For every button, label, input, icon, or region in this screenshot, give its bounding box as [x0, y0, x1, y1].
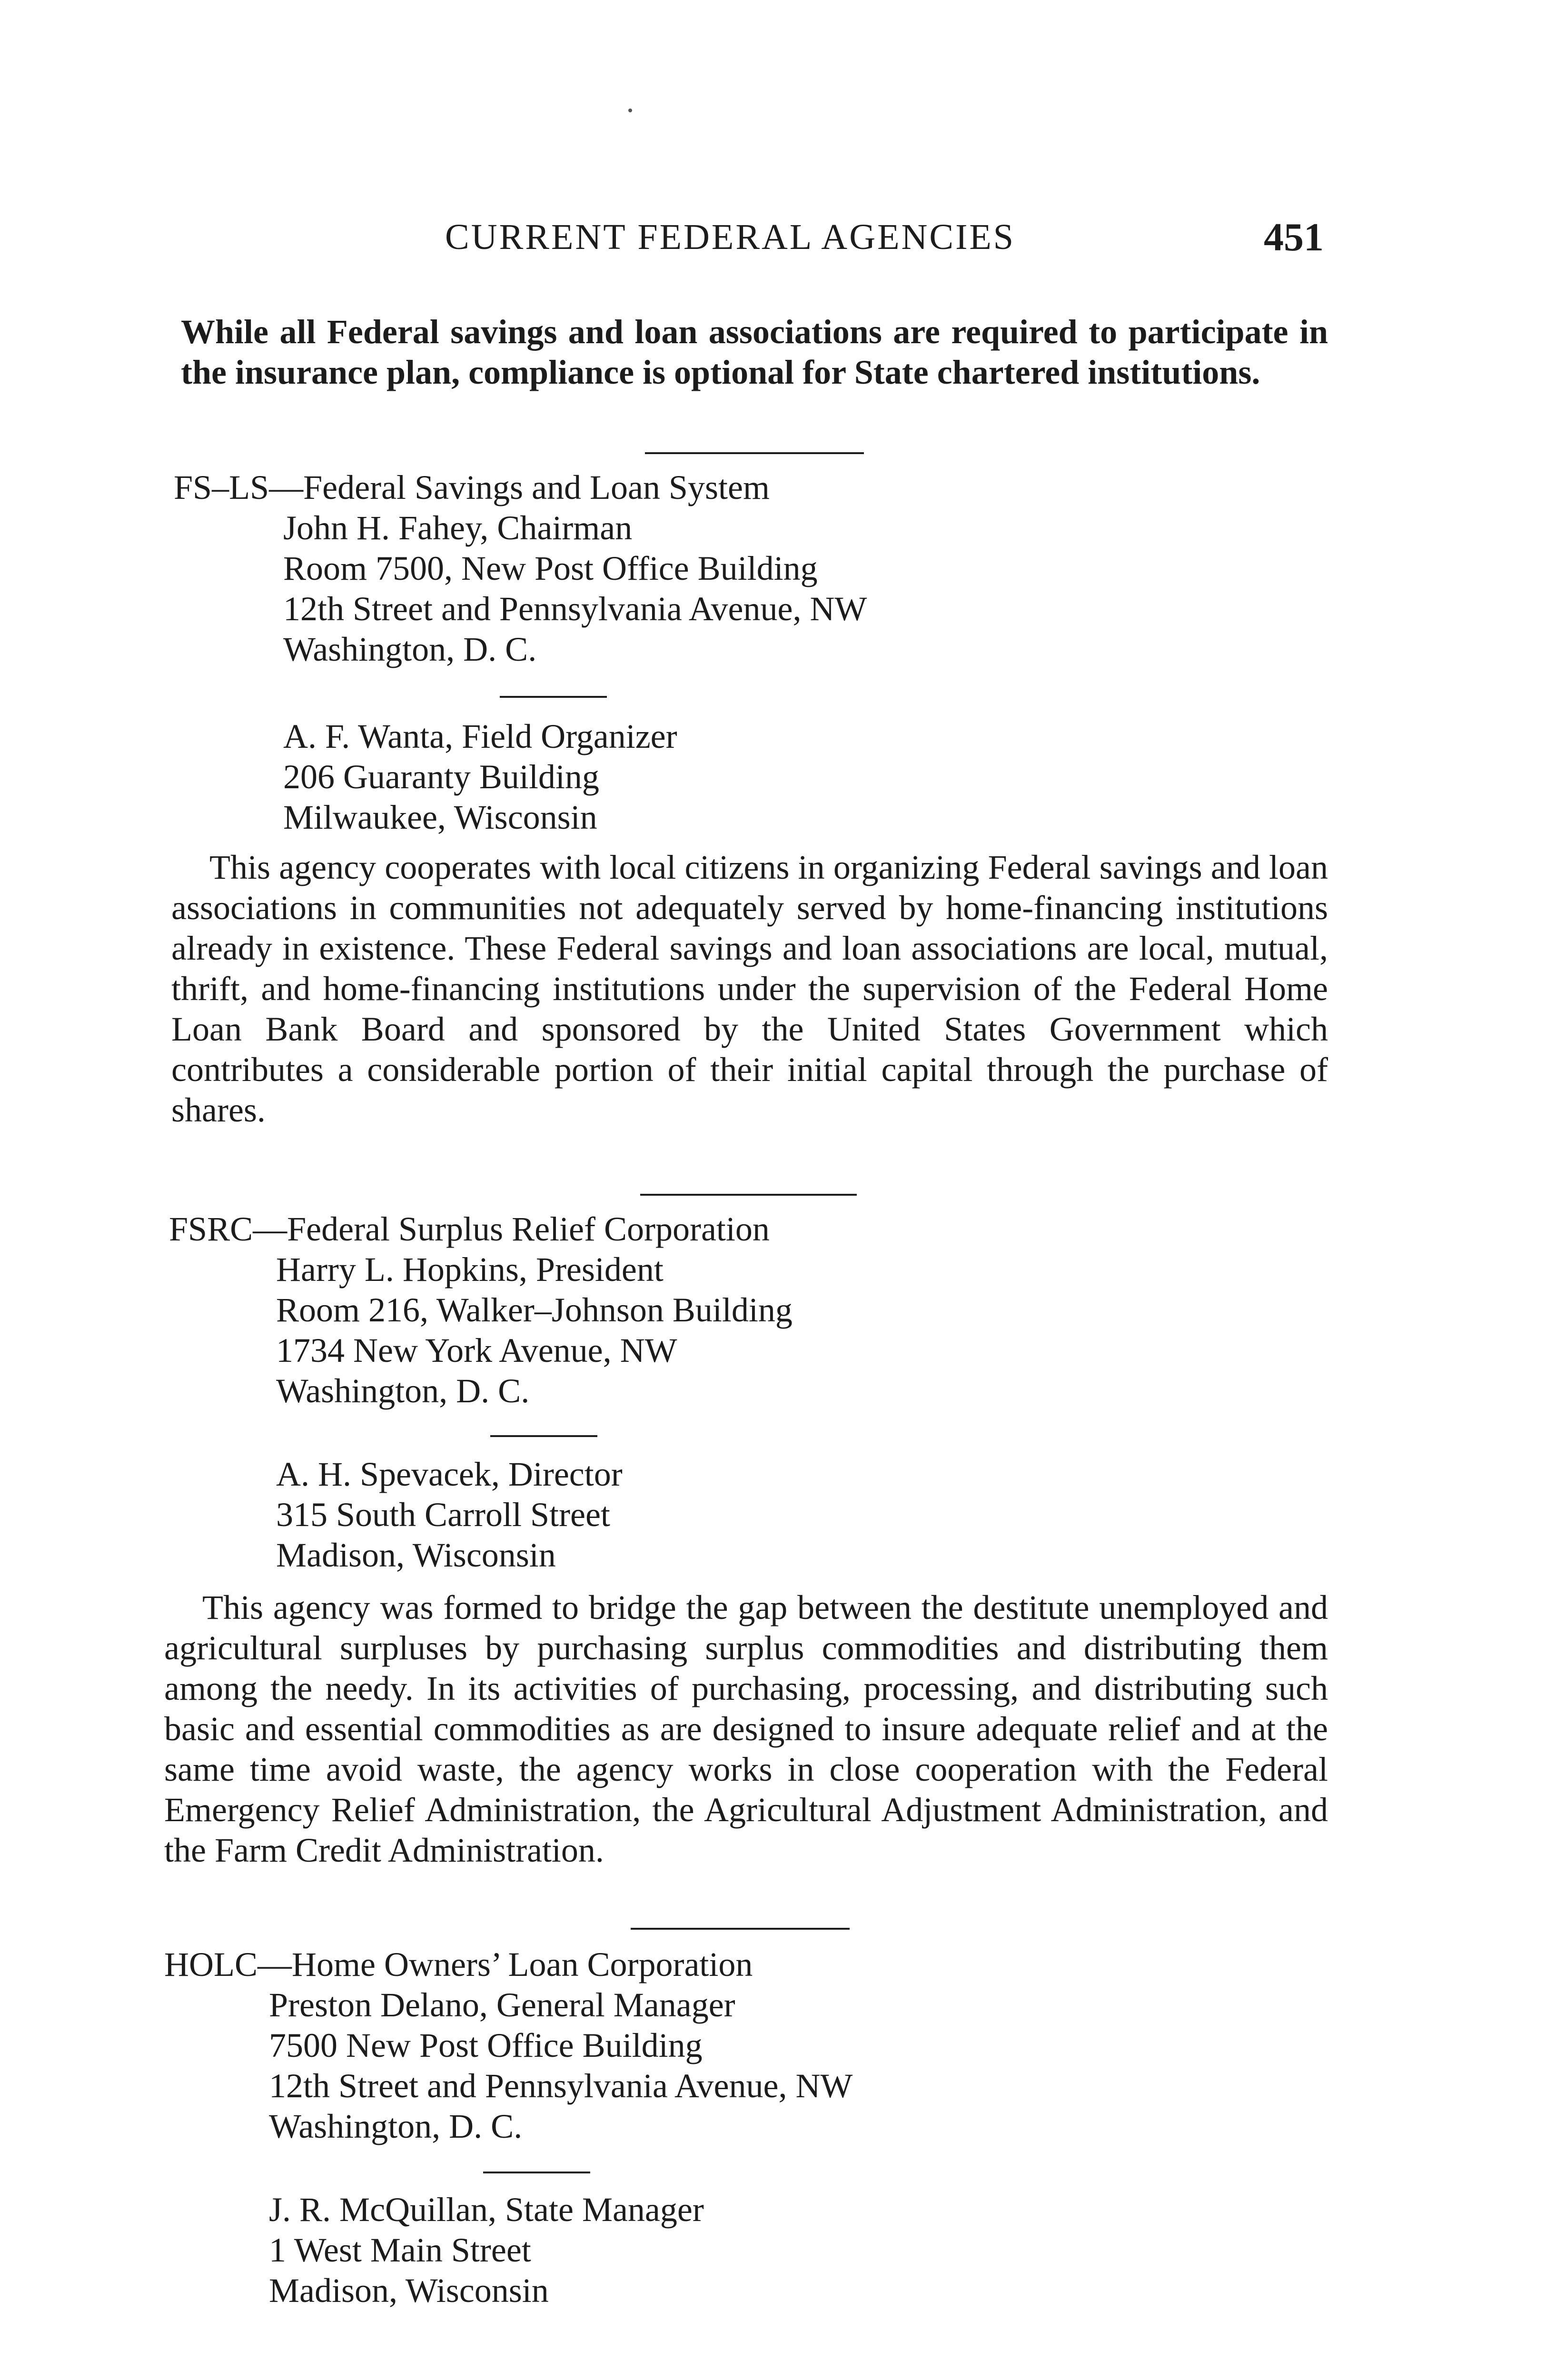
- agency-contact-name: Preston Delano, General Manager: [269, 1986, 735, 2024]
- stray-dot: [628, 109, 632, 112]
- page-number: 451: [1264, 215, 1324, 259]
- agency-description-fsls: This agency cooperates with local citizens in organizing Federal savings and loan associations in communities not adequately served by home-financing institutions already in existence. These Federal savings and loan associations are local, mutual, thrift, and home-financing institutions under the supervision of the Federal Home Loan Bank Board and sponsored by the United States Government which contributes a considerable portion of their initial capital through the purchase of shares.: [171, 848, 1328, 1129]
- running-header: CURRENT FEDERAL AGENCIES: [445, 217, 1016, 257]
- agency-address-line: Room 216, Walker–Johnson Building: [276, 1291, 793, 1329]
- agency-contact-name: John H. Fahey, Chairman: [283, 509, 633, 547]
- local-address-line: 315 South Carroll Street: [276, 1496, 610, 1534]
- local-contact-name: J. R. McQuillan, State Manager: [269, 2191, 704, 2229]
- agency-address-line: 1734 New York Avenue, NW: [276, 1331, 677, 1369]
- agency-address-line: 12th Street and Pennsylvania Avenue, NW: [269, 2067, 853, 2105]
- agency-heading-holc: HOLC—Home Owners’ Loan Corporation: [164, 1945, 753, 1983]
- short-divider: [490, 1435, 597, 1437]
- local-contact-name: A. H. Spevacek, Director: [276, 1455, 623, 1493]
- local-address-line: 1 West Main Street: [269, 2231, 531, 2269]
- agency-contact-name: Harry L. Hopkins, President: [276, 1250, 664, 1289]
- intro-paragraph: While all Federal savings and loan associations are required to participate in the insurance plan, compliance is optional for State chartered institutions.: [181, 313, 1328, 391]
- agency-heading-fsls: FS–LS—Federal Savings and Loan System: [174, 468, 770, 506]
- agency-address-line: Room 7500, New Post Office Building: [283, 549, 818, 587]
- agency-description-fsrc: This agency was formed to bridge the gap between the destitute unemployed and agricultural surpluses by purchasing surplus commodities and distributing them among the needy. In its activities of purchasing, processing, and distributing such basic and essential commodities as are designed to insure adequate relief and at the same time avoid waste, the agency works in close cooperation with the Federal Emergency Relief Administration, the Agricultural Adjustment Administration, and the Farm Credit Administration.: [164, 1588, 1328, 1869]
- section-divider: [645, 452, 864, 454]
- local-contact-name: A. F. Wanta, Field Organizer: [283, 717, 677, 755]
- agency-address-line: Washington, D. C.: [283, 630, 537, 668]
- local-address-line: 206 Guaranty Building: [283, 758, 599, 796]
- agency-address-line: Washington, D. C.: [269, 2107, 523, 2145]
- agency-address-line: 7500 New Post Office Building: [269, 2026, 703, 2064]
- agency-address-line: Washington, D. C.: [276, 1372, 530, 1410]
- local-address-line: Madison, Wisconsin: [276, 1536, 556, 1574]
- local-address-line: Milwaukee, Wisconsin: [283, 798, 597, 836]
- short-divider: [500, 696, 607, 698]
- local-address-line: Madison, Wisconsin: [269, 2271, 549, 2310]
- section-divider: [631, 1928, 850, 1930]
- short-divider: [483, 2172, 590, 2173]
- section-divider: [640, 1194, 857, 1196]
- agency-address-line: 12th Street and Pennsylvania Avenue, NW: [283, 590, 867, 628]
- agency-heading-fsrc: FSRC—Federal Surplus Relief Corporation: [169, 1210, 770, 1248]
